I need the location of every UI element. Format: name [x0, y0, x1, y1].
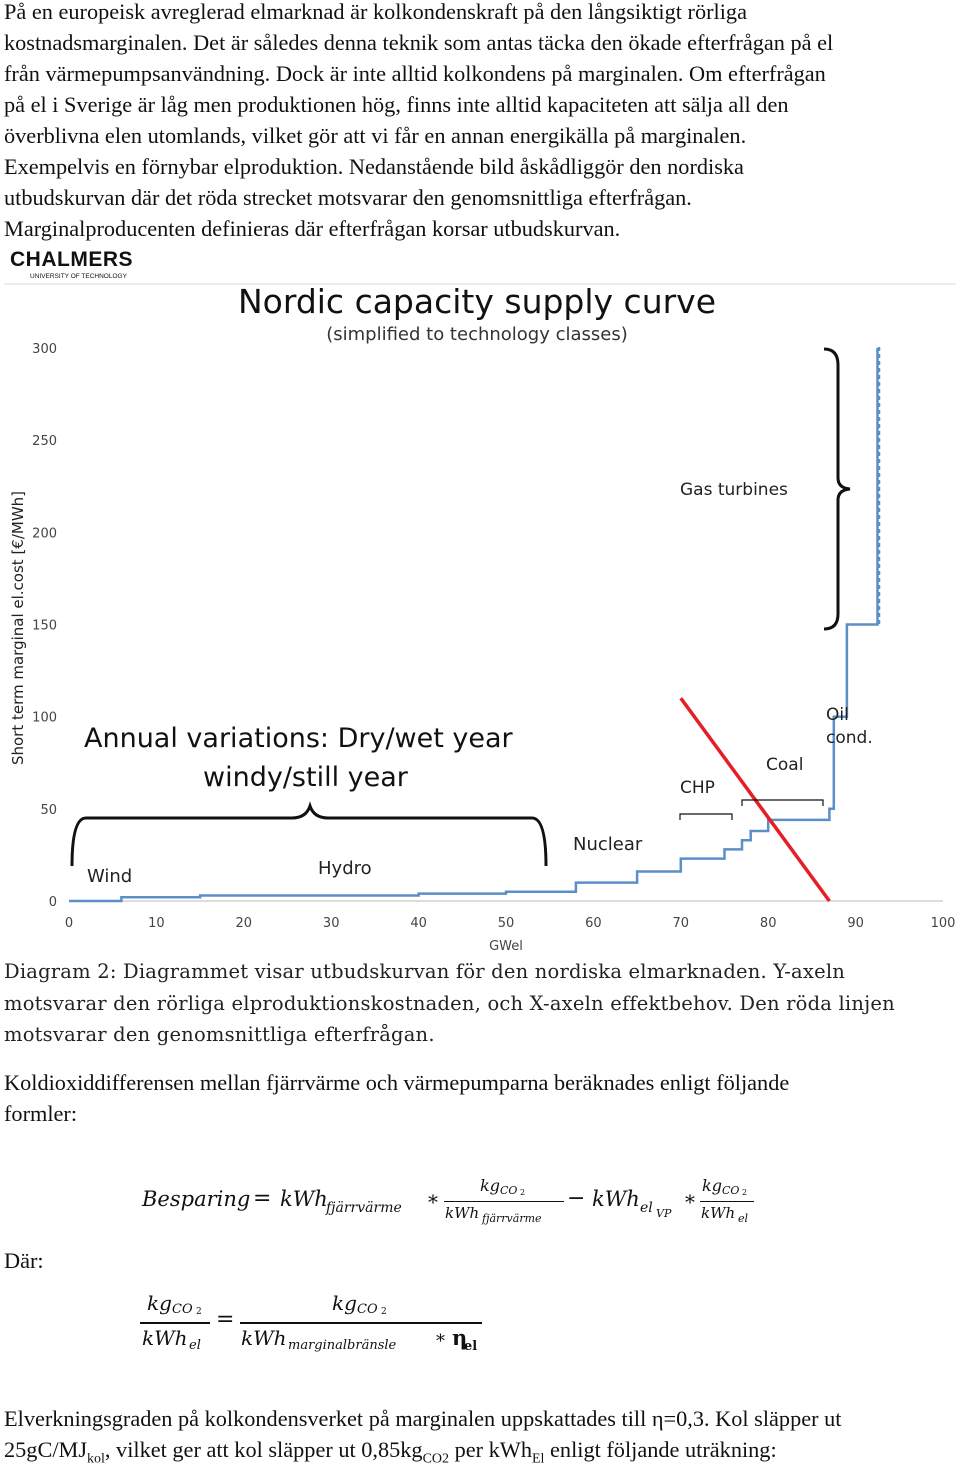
y-tick-label: 0	[48, 895, 57, 910]
x-tick-label: 80	[759, 916, 777, 931]
frac1-den-sub: fjärrvärme	[482, 1212, 542, 1225]
dar-label: Där:	[4, 1248, 44, 1273]
intro-line-1: På en europeisk avreglerad elmarknad är kolkondenskraft på den långsiktigt rörliga	[4, 0, 747, 24]
gas-turbines-brace	[824, 349, 850, 629]
formula1-lhs: Besparing	[142, 1187, 251, 1211]
y-tick-label: 300	[32, 342, 57, 357]
label-nuclear: Nuclear	[573, 834, 643, 855]
label-cond: cond.	[826, 728, 873, 748]
formula1-equals: =	[253, 1186, 272, 1211]
frac2-den-sub: el	[738, 1212, 749, 1225]
chp-brace	[680, 814, 732, 820]
label-gas-turbines: Gas turbines	[680, 480, 788, 500]
formula1-sub-vp: VP	[656, 1207, 672, 1220]
intro-line-4: på el i Sverige är låg men produktionen hög, finns inte alltid kapaciteten att sälja all den	[4, 92, 789, 117]
supply-curve-figure	[0, 246, 960, 958]
intro-line-8: Marginalproducenten definieras där efterfrågan korsar utbudskurvan.	[4, 216, 621, 241]
annual-variations-line-1: Annual variations: Dry/wet year	[84, 723, 513, 754]
formula1-star-2: *	[685, 1190, 695, 1214]
y-tick-label: 200	[32, 526, 57, 542]
outro-line-2	[4, 1434, 777, 1474]
chalmers-logo-sub: UNIVERSITY OF TECHNOLOGY	[30, 273, 127, 280]
x-tick-label: 60	[585, 916, 602, 931]
label-hydro: Hydro	[318, 858, 372, 879]
intro-line-3: från värmepumpsanvändning. Dock är inte alltid kolkondens på marginalen. Om efterfrågan	[4, 61, 826, 86]
formula1-sub-el: el	[640, 1200, 653, 1216]
x-tick-label: 20	[235, 916, 253, 931]
x-tick-label: 90	[847, 916, 864, 931]
label-oil: Oil	[826, 705, 849, 725]
f2-rhs-den-marg: marginalbränsle	[288, 1338, 397, 1353]
f2-rhs-star: *	[436, 1331, 445, 1352]
x-tick-label: 40	[410, 916, 427, 931]
formula-intro-line-1: Koldioxiddifferensen mellan fjärrvärme och värmepumparna beräknades enligt följande	[4, 1070, 790, 1095]
f2-rhs-den-kwh: kWh	[241, 1326, 287, 1350]
outro-text-2: per kWh	[449, 1437, 532, 1462]
caption-line-1: Diagram 2: Diagrammet visar utbudskurvan för den nordiska elmarknaden. Y-axeln	[4, 960, 846, 983]
intro-line-2: kostnadsmarginalen. Det är således denna teknik som antas täcka den ökade efterfrågan på el	[4, 30, 834, 55]
label-wind: Wind	[87, 866, 133, 887]
formula-savings	[0, 1170, 960, 1240]
frac1-den-kwh: kWh	[445, 1204, 480, 1222]
formula-intro-line-2: formler:	[4, 1101, 78, 1126]
frac2-num-kg: kg	[702, 1176, 722, 1195]
f2-lhs-den-el: el	[189, 1338, 201, 1353]
caption-line-2: motsvarar den rörliga elproduktionskostnaden, och X-axeln effektbehov. Den röda linjen	[4, 992, 895, 1015]
frac1-num-kg: kg	[480, 1176, 500, 1195]
f2-lhs-num-kg: kg	[147, 1291, 172, 1315]
f2-rhs-num-kg: kg	[332, 1291, 357, 1315]
formula1-star: *	[428, 1190, 438, 1214]
frac2-num-two: 2	[742, 1188, 748, 1197]
f2-equals: =	[216, 1307, 235, 1332]
x-tick-label: 30	[322, 916, 340, 931]
caption-line-3: motsvarar den genomsnittliga efterfrågan.	[4, 1023, 435, 1046]
f2-lhs-bar	[140, 1322, 210, 1324]
outro-25gc: 25gC/MJ	[4, 1437, 88, 1462]
x-axis-label: GWel	[489, 939, 523, 954]
y-tick-label: 100	[32, 710, 57, 726]
formula1-sub-fjarrvarme: fjärrvärme	[326, 1200, 402, 1216]
f2-eta: η	[452, 1325, 468, 1350]
outro-sub-kol: kol	[87, 1451, 105, 1467]
label-chp: CHP	[680, 778, 715, 798]
annual-variations-line-2: windy/still year	[203, 762, 408, 793]
label-coal: Coal	[766, 755, 804, 775]
f2-rhs-bar	[240, 1322, 482, 1324]
frac2-num-co: CO	[722, 1184, 740, 1197]
outro-sub-el: El	[532, 1451, 545, 1467]
f2-lhs-num-two: 2	[196, 1307, 202, 1317]
frac1-bar	[444, 1201, 564, 1202]
formula-co2-per-kwh	[0, 1285, 960, 1365]
frac2-den-kwh: kWh	[701, 1204, 736, 1222]
x-tick-label: 50	[497, 916, 515, 931]
outro-sub-co2: CO2	[422, 1451, 450, 1467]
x-tick-label: 70	[672, 916, 690, 931]
supply-curve-chart	[0, 246, 960, 958]
y-axis-label: Short term marginal el.cost [€/MWh]	[9, 490, 27, 766]
y-tick-label: 50	[40, 802, 57, 818]
outro-text-3: enligt följande uträkning:	[544, 1437, 777, 1462]
frac1-num-two: 2	[520, 1188, 526, 1197]
y-tick-label: 250	[32, 434, 57, 450]
outro-line-1: Elverkningsgraden på kolkondensverket på marginalen uppskattades till η=0,3. Kol släpper ut	[4, 1406, 842, 1431]
formula1-kwh-el: kWh	[592, 1187, 640, 1211]
intro-line-5: överblivna elen utomlands, vilket gör att vi får en annan energikälla på marginalen.	[4, 123, 747, 148]
f2-eta-sub: el	[464, 1339, 478, 1354]
y-tick-label: 150	[32, 618, 57, 634]
f2-lhs-den-kwh: kWh	[142, 1326, 188, 1350]
f2-rhs-num-co: CO	[357, 1302, 378, 1317]
chalmers-logo: CHALMERS	[10, 248, 133, 271]
intro-line-7: utbudskurvan där det röda strecket motsvarar den genomsnittliga efterfrågan.	[4, 185, 692, 210]
chart-title: Nordic capacity supply curve	[237, 282, 717, 321]
annual-variation-brace	[72, 806, 546, 866]
x-tick-label: 0	[64, 916, 74, 931]
formula1-kwh: kWh	[280, 1187, 328, 1211]
chart-subtitle: (simplified to technology classes)	[326, 324, 628, 345]
x-tick-label: 10	[148, 916, 165, 931]
x-tick-label: 100	[930, 916, 956, 931]
frac1-num-co: CO	[500, 1184, 518, 1197]
outro-text-1: , vilket ger att kol släpper ut 0,85kg	[104, 1437, 423, 1462]
frac2-bar	[700, 1201, 754, 1202]
f2-lhs-num-co: CO	[172, 1302, 193, 1317]
formula1-minus: −	[567, 1186, 586, 1211]
intro-line-6: Exempelvis en förnybar elproduktion. Nedanstående bild åskådliggör den nordiska	[4, 154, 744, 179]
f2-rhs-num-two: 2	[381, 1307, 387, 1317]
